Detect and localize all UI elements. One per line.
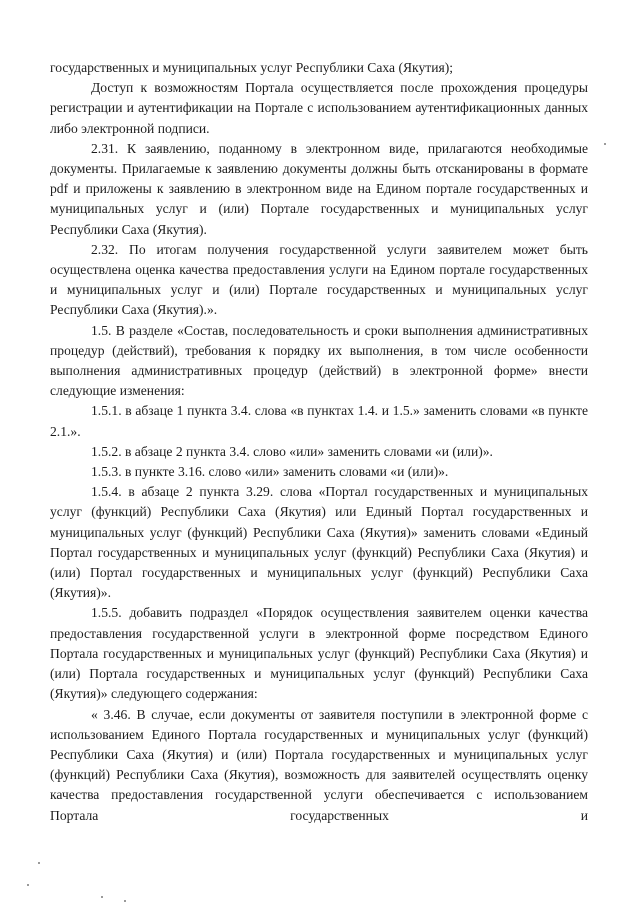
document-page [50,58,588,826]
scan-speck [604,143,606,145]
scan-speck [124,900,126,902]
paragraph-1-5-3: 1.5.3. в пункте 3.16. слово «или» заменить словами «и (или)». [91,464,449,480]
scan-speck [101,896,103,898]
paragraph-portal-access: Доступ к возможностям Портала осуществляется после прохождения процедуры регистрации и аутентификации на Портале с использованием аутентификационных данных либо электронной подписи. [50,80,588,136]
paragraph-1-5-1: 1.5.1. в абзаце 1 пункта 3.4. слова «в пунктах 1.4. и 1.5.» заменить словами «в пункте 2.1.». [50,403,588,439]
paragraph-1-5-4: 1.5.4. в абзаце 2 пункта 3.29. слова «Портал государственных и муниципальных услуг (функций) Республики Саха (Якутия) или Единый Портал государственных и муниципальных услуг (функций) Республики Саха (Якутия)» заменить словами «Единый Портал государственных и муниципальных услуг (функций) Республики Саха (Якутия) и (или) Портал государственных и муниципальных услуг (функций) Республики Саха (Якутия)». [50,484,588,601]
scan-speck [38,862,40,864]
paragraph-1-5-5: 1.5.5. добавить подраздел «Порядок осуществления заявителем оценки качества предоставления государственной услуги в электронной форме посредством Единого Портала государственных и муниципальных услуг (функций) Республики Саха (Якутия) и (или) Портала государственных и муниципальных услуг (функций) Республики Саха (Якутия)» следующего содержания: [50,605,588,702]
paragraph-1-5: 1.5. В разделе «Состав, последовательность и сроки выполнения административных процедур (действий), требования к порядку их выполнения, в том числе особенности выполнения административных процедур (действий) в электронной форме» внести следующие изменения: [50,322,588,399]
scan-speck [27,884,29,886]
paragraph-2-31: 2.31. К заявлению, поданному в электронном виде, прилагаются необходимые документы. Прилагаемые к заявлению документы должны быть отсканированы в формате pdf и приложены к заявлению в электронном виде на Едином портале государственных и муниципальных услуг и (или) Портале государственных и муниципальных услуг Республики Саха (Якутия). [50,140,588,237]
paragraph-3-46: « 3.46. В случае, если документы от заявителя поступили в электронной форме с использованием Единого Портала государственных и муниципальных услуг (функций) Республики Саха (Якутия) и (или) Портала государственных и муниципальных услуг (функций) Республики Саха (Якутия), возможность для заявителей осуществлять оценку качества предоставления государственной услуги обеспечивается с использованием Портала государственных и [50,706,588,823]
paragraph-2-32: 2.32. По итогам получения государственной услуги заявителем может быть осуществлена оценка качества предоставления услуги на Едином портале государственных и муниципальных услуг и (или) Портале государственных и муниципальных услуг Республики Саха (Якутия).». [50,241,588,318]
paragraph-1-5-2: 1.5.2. в абзаце 2 пункта 3.4. слово «или» заменить словами «и (или)». [91,443,493,459]
paragraph-continuation: государственных и муниципальных услуг Республики Саха (Якутия); [50,60,454,75]
